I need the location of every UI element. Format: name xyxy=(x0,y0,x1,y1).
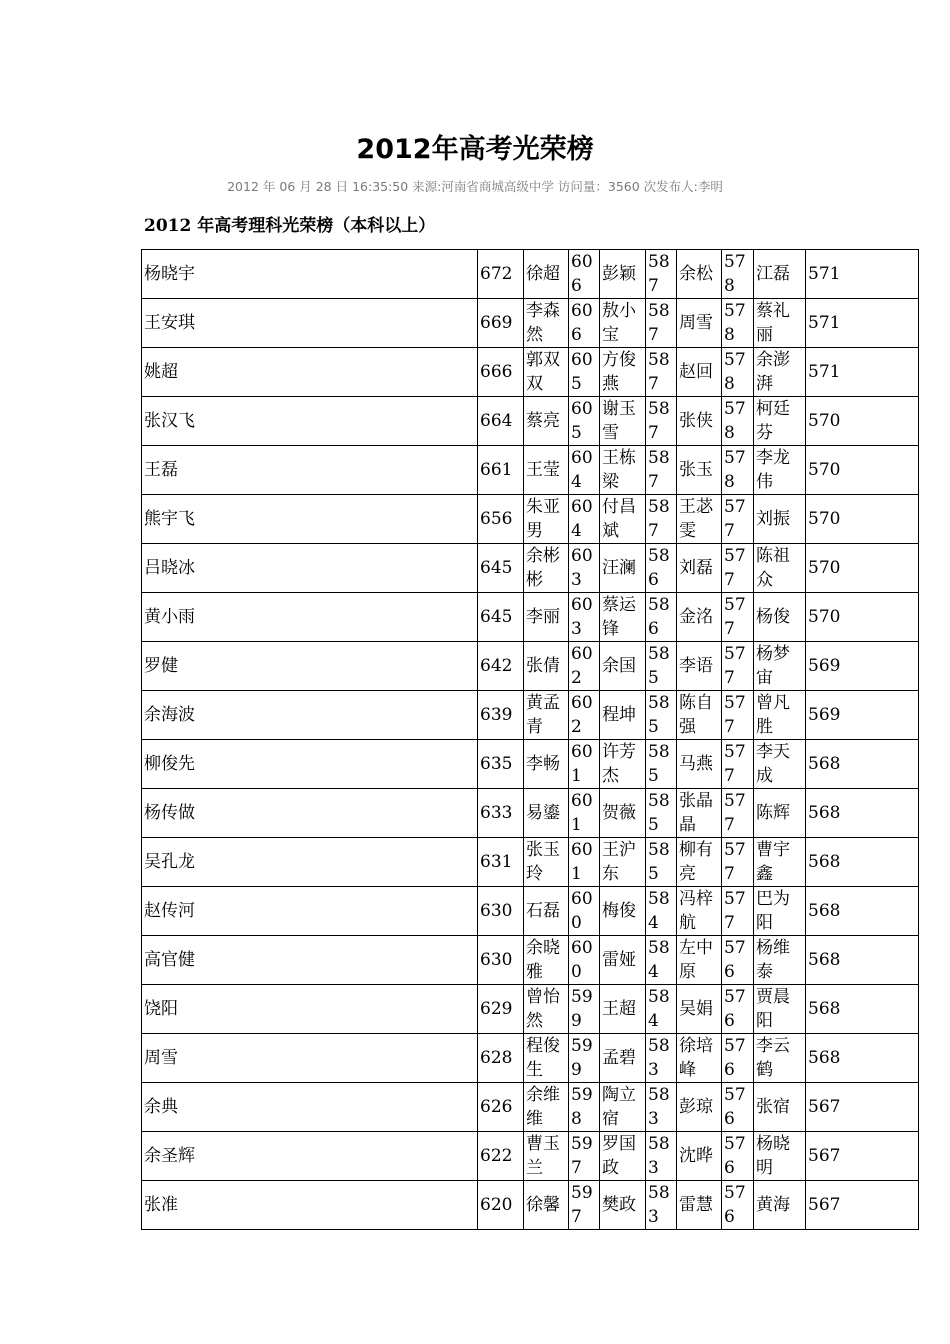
student-name-cell: 李语 xyxy=(677,642,722,691)
student-name-cell: 赵回 xyxy=(677,348,722,397)
score-cell: 586 xyxy=(646,593,677,642)
student-name-cell: 吴娟 xyxy=(677,985,722,1034)
student-name-cell: 石磊 xyxy=(524,887,569,936)
score-cell: 645 xyxy=(478,593,524,642)
student-name-cell: 李畅 xyxy=(524,740,569,789)
score-cell: 645 xyxy=(478,544,524,593)
score-cell: 577 xyxy=(722,740,754,789)
table-row xyxy=(142,1132,919,1181)
table-row xyxy=(142,985,919,1034)
student-name-cell: 金洺 xyxy=(677,593,722,642)
score-cell: 629 xyxy=(478,985,524,1034)
score-cell: 577 xyxy=(722,691,754,740)
score-cell: 606 xyxy=(569,250,600,299)
student-name-cell: 陶立宿 xyxy=(600,1083,646,1132)
score-cell: 578 xyxy=(722,446,754,495)
student-name-cell: 余晓雅 xyxy=(524,936,569,985)
score-cell: 576 xyxy=(722,985,754,1034)
score-cell: 628 xyxy=(478,1034,524,1083)
score-cell: 620 xyxy=(478,1181,524,1230)
score-cell: 603 xyxy=(569,593,600,642)
student-name-cell: 许芳杰 xyxy=(600,740,646,789)
score-cell: 570 xyxy=(806,397,919,446)
score-cell: 571 xyxy=(806,299,919,348)
score-cell: 577 xyxy=(722,642,754,691)
student-name-cell: 蔡运锋 xyxy=(600,593,646,642)
student-name-cell: 罗国政 xyxy=(600,1132,646,1181)
table-row xyxy=(142,642,919,691)
score-cell: 578 xyxy=(722,250,754,299)
score-cell: 585 xyxy=(646,740,677,789)
student-name-cell: 江磊 xyxy=(754,250,806,299)
score-cell: 598 xyxy=(569,1083,600,1132)
score-cell: 567 xyxy=(806,1083,919,1132)
student-name-cell: 徐馨 xyxy=(524,1181,569,1230)
table-row xyxy=(142,593,919,642)
student-name-cell: 黄海 xyxy=(754,1181,806,1230)
student-name-cell: 刘振 xyxy=(754,495,806,544)
score-cell: 602 xyxy=(569,691,600,740)
student-name-cell: 徐超 xyxy=(524,250,569,299)
student-name-cell: 左中原 xyxy=(677,936,722,985)
student-name-cell: 彭颖 xyxy=(600,250,646,299)
student-name-cell: 贾晨阳 xyxy=(754,985,806,1034)
table-row xyxy=(142,887,919,936)
score-cell: 571 xyxy=(806,348,919,397)
score-cell: 570 xyxy=(806,446,919,495)
score-cell: 587 xyxy=(646,495,677,544)
student-name-cell: 杨晓明 xyxy=(754,1132,806,1181)
table-row xyxy=(142,299,919,348)
score-cell: 569 xyxy=(806,642,919,691)
score-cell: 583 xyxy=(646,1083,677,1132)
score-cell: 601 xyxy=(569,740,600,789)
student-name-cell: 赵传河 xyxy=(142,887,478,936)
student-name-cell: 高官健 xyxy=(142,936,478,985)
student-name-cell: 蔡亮 xyxy=(524,397,569,446)
score-cell: 577 xyxy=(722,495,754,544)
score-cell: 664 xyxy=(478,397,524,446)
student-name-cell: 马燕 xyxy=(677,740,722,789)
student-name-cell: 黄小雨 xyxy=(142,593,478,642)
student-name-cell: 巴为阳 xyxy=(754,887,806,936)
student-name-cell: 柳有亮 xyxy=(677,838,722,887)
student-name-cell: 李天成 xyxy=(754,740,806,789)
table-row xyxy=(142,1034,919,1083)
student-name-cell: 彭琼 xyxy=(677,1083,722,1132)
student-name-cell: 方俊燕 xyxy=(600,348,646,397)
student-name-cell: 姚超 xyxy=(142,348,478,397)
student-name-cell: 余国 xyxy=(600,642,646,691)
score-cell: 567 xyxy=(806,1132,919,1181)
score-cell: 605 xyxy=(569,397,600,446)
table-row xyxy=(142,789,919,838)
score-cell: 630 xyxy=(478,936,524,985)
score-cell: 639 xyxy=(478,691,524,740)
score-cell: 576 xyxy=(722,936,754,985)
score-cell: 578 xyxy=(722,348,754,397)
score-cell: 584 xyxy=(646,985,677,1034)
table-row xyxy=(142,1083,919,1132)
student-name-cell: 王莹 xyxy=(524,446,569,495)
score-cell: 568 xyxy=(806,936,919,985)
score-cell: 576 xyxy=(722,1083,754,1132)
student-name-cell: 蔡礼丽 xyxy=(754,299,806,348)
score-cell: 577 xyxy=(722,544,754,593)
student-name-cell: 贺薇 xyxy=(600,789,646,838)
table-row xyxy=(142,544,919,593)
score-cell: 669 xyxy=(478,299,524,348)
student-name-cell: 李丽 xyxy=(524,593,569,642)
student-name-cell: 陈辉 xyxy=(754,789,806,838)
honor-roll-table xyxy=(141,249,919,1230)
score-cell: 568 xyxy=(806,838,919,887)
score-cell: 568 xyxy=(806,789,919,838)
table-row xyxy=(142,838,919,887)
table-row xyxy=(142,446,919,495)
student-name-cell: 余典 xyxy=(142,1083,478,1132)
student-name-cell: 杨俊 xyxy=(754,593,806,642)
score-cell: 576 xyxy=(722,1132,754,1181)
student-name-cell: 余维维 xyxy=(524,1083,569,1132)
score-cell: 568 xyxy=(806,740,919,789)
student-name-cell: 杨晓宇 xyxy=(142,250,478,299)
student-name-cell: 柳俊先 xyxy=(142,740,478,789)
student-name-cell: 吕晓冰 xyxy=(142,544,478,593)
score-cell: 626 xyxy=(478,1083,524,1132)
score-cell: 601 xyxy=(569,838,600,887)
score-cell: 605 xyxy=(569,348,600,397)
table-row xyxy=(142,1181,919,1230)
score-cell: 585 xyxy=(646,642,677,691)
student-name-cell: 王安琪 xyxy=(142,299,478,348)
student-name-cell: 王苾雯 xyxy=(677,495,722,544)
score-cell: 585 xyxy=(646,691,677,740)
score-cell: 569 xyxy=(806,691,919,740)
student-name-cell: 余澎湃 xyxy=(754,348,806,397)
score-cell: 583 xyxy=(646,1181,677,1230)
score-cell: 630 xyxy=(478,887,524,936)
student-name-cell: 柯廷芬 xyxy=(754,397,806,446)
student-name-cell: 陈自强 xyxy=(677,691,722,740)
student-name-cell: 刘磊 xyxy=(677,544,722,593)
student-name-cell: 易鎏 xyxy=(524,789,569,838)
score-cell: 577 xyxy=(722,887,754,936)
score-cell: 570 xyxy=(806,495,919,544)
student-name-cell: 沈晔 xyxy=(677,1132,722,1181)
student-name-cell: 汪澜 xyxy=(600,544,646,593)
student-name-cell: 樊政 xyxy=(600,1181,646,1230)
student-name-cell: 程坤 xyxy=(600,691,646,740)
student-name-cell: 冯梓航 xyxy=(677,887,722,936)
score-cell: 604 xyxy=(569,495,600,544)
page-title: 2012年高考光荣榜 xyxy=(356,134,594,165)
score-cell: 587 xyxy=(646,397,677,446)
score-cell: 570 xyxy=(806,593,919,642)
student-name-cell: 周雪 xyxy=(677,299,722,348)
student-name-cell: 王磊 xyxy=(142,446,478,495)
student-name-cell: 郭双双 xyxy=(524,348,569,397)
score-cell: 583 xyxy=(646,1132,677,1181)
student-name-cell: 周雪 xyxy=(142,1034,478,1083)
student-name-cell: 陈祖众 xyxy=(754,544,806,593)
score-cell: 597 xyxy=(569,1132,600,1181)
score-cell: 604 xyxy=(569,446,600,495)
student-name-cell: 敖小宝 xyxy=(600,299,646,348)
score-cell: 672 xyxy=(478,250,524,299)
student-name-cell: 张玉 xyxy=(677,446,722,495)
score-cell: 599 xyxy=(569,1034,600,1083)
student-name-cell: 张玉玲 xyxy=(524,838,569,887)
score-cell: 603 xyxy=(569,544,600,593)
score-cell: 568 xyxy=(806,887,919,936)
student-name-cell: 杨维泰 xyxy=(754,936,806,985)
score-cell: 601 xyxy=(569,789,600,838)
score-cell: 656 xyxy=(478,495,524,544)
student-name-cell: 曹玉兰 xyxy=(524,1132,569,1181)
student-name-cell: 曹宇鑫 xyxy=(754,838,806,887)
score-cell: 587 xyxy=(646,348,677,397)
student-name-cell: 程俊生 xyxy=(524,1034,569,1083)
student-name-cell: 徐培峰 xyxy=(677,1034,722,1083)
student-name-cell: 李云鹤 xyxy=(754,1034,806,1083)
student-name-cell: 朱亚男 xyxy=(524,495,569,544)
table-row xyxy=(142,250,919,299)
score-cell: 635 xyxy=(478,740,524,789)
score-cell: 633 xyxy=(478,789,524,838)
student-name-cell: 饶阳 xyxy=(142,985,478,1034)
section-subtitle: 2012 年高考理科光荣榜（本科以上） xyxy=(144,216,436,236)
score-cell: 602 xyxy=(569,642,600,691)
table-row xyxy=(142,397,919,446)
student-name-cell: 余圣辉 xyxy=(142,1132,478,1181)
student-name-cell: 王栋梁 xyxy=(600,446,646,495)
student-name-cell: 王沪东 xyxy=(600,838,646,887)
score-cell: 576 xyxy=(722,1181,754,1230)
score-cell: 577 xyxy=(722,593,754,642)
score-cell: 578 xyxy=(722,397,754,446)
score-cell: 597 xyxy=(569,1181,600,1230)
student-name-cell: 余松 xyxy=(677,250,722,299)
score-cell: 578 xyxy=(722,299,754,348)
score-cell: 584 xyxy=(646,936,677,985)
score-cell: 584 xyxy=(646,887,677,936)
score-cell: 585 xyxy=(646,789,677,838)
student-name-cell: 罗健 xyxy=(142,642,478,691)
score-cell: 587 xyxy=(646,250,677,299)
student-name-cell: 付昌斌 xyxy=(600,495,646,544)
student-name-cell: 王超 xyxy=(600,985,646,1034)
student-name-cell: 李龙伟 xyxy=(754,446,806,495)
score-cell: 599 xyxy=(569,985,600,1034)
table-row xyxy=(142,348,919,397)
student-name-cell: 曾凡胜 xyxy=(754,691,806,740)
score-cell: 577 xyxy=(722,838,754,887)
student-name-cell: 杨梦宙 xyxy=(754,642,806,691)
score-cell: 577 xyxy=(722,789,754,838)
student-name-cell: 雷娅 xyxy=(600,936,646,985)
score-cell: 567 xyxy=(806,1181,919,1230)
student-name-cell: 张侠 xyxy=(677,397,722,446)
student-name-cell: 谢玉雪 xyxy=(600,397,646,446)
score-cell: 600 xyxy=(569,887,600,936)
student-name-cell: 张宿 xyxy=(754,1083,806,1132)
table-row xyxy=(142,495,919,544)
student-name-cell: 余彬彬 xyxy=(524,544,569,593)
student-name-cell: 杨传做 xyxy=(142,789,478,838)
student-name-cell: 黄孟青 xyxy=(524,691,569,740)
table-row xyxy=(142,936,919,985)
student-name-cell: 吴孔龙 xyxy=(142,838,478,887)
score-cell: 587 xyxy=(646,446,677,495)
score-cell: 661 xyxy=(478,446,524,495)
score-cell: 586 xyxy=(646,544,677,593)
score-cell: 583 xyxy=(646,1034,677,1083)
student-name-cell: 雷慧 xyxy=(677,1181,722,1230)
student-name-cell: 曾怡然 xyxy=(524,985,569,1034)
score-cell: 571 xyxy=(806,250,919,299)
score-cell: 606 xyxy=(569,299,600,348)
student-name-cell: 孟碧 xyxy=(600,1034,646,1083)
score-cell: 622 xyxy=(478,1132,524,1181)
article-meta: 2012 年 06 月 28 日 16:35:50 来源:河南省商城高级中学 访问量：3560 次发布人:李明 xyxy=(227,179,723,194)
score-cell: 631 xyxy=(478,838,524,887)
student-name-cell: 梅俊 xyxy=(600,887,646,936)
score-cell: 600 xyxy=(569,936,600,985)
score-cell: 666 xyxy=(478,348,524,397)
score-cell: 585 xyxy=(646,838,677,887)
student-name-cell: 张准 xyxy=(142,1181,478,1230)
score-cell: 642 xyxy=(478,642,524,691)
score-cell: 570 xyxy=(806,544,919,593)
score-cell: 568 xyxy=(806,985,919,1034)
table-row xyxy=(142,740,919,789)
score-cell: 568 xyxy=(806,1034,919,1083)
score-cell: 576 xyxy=(722,1034,754,1083)
table-row xyxy=(142,691,919,740)
student-name-cell: 李森然 xyxy=(524,299,569,348)
student-name-cell: 张倩 xyxy=(524,642,569,691)
student-name-cell: 张汉飞 xyxy=(142,397,478,446)
student-name-cell: 余海波 xyxy=(142,691,478,740)
student-name-cell: 熊宇飞 xyxy=(142,495,478,544)
score-cell: 587 xyxy=(646,299,677,348)
student-name-cell: 张晶晶 xyxy=(677,789,722,838)
